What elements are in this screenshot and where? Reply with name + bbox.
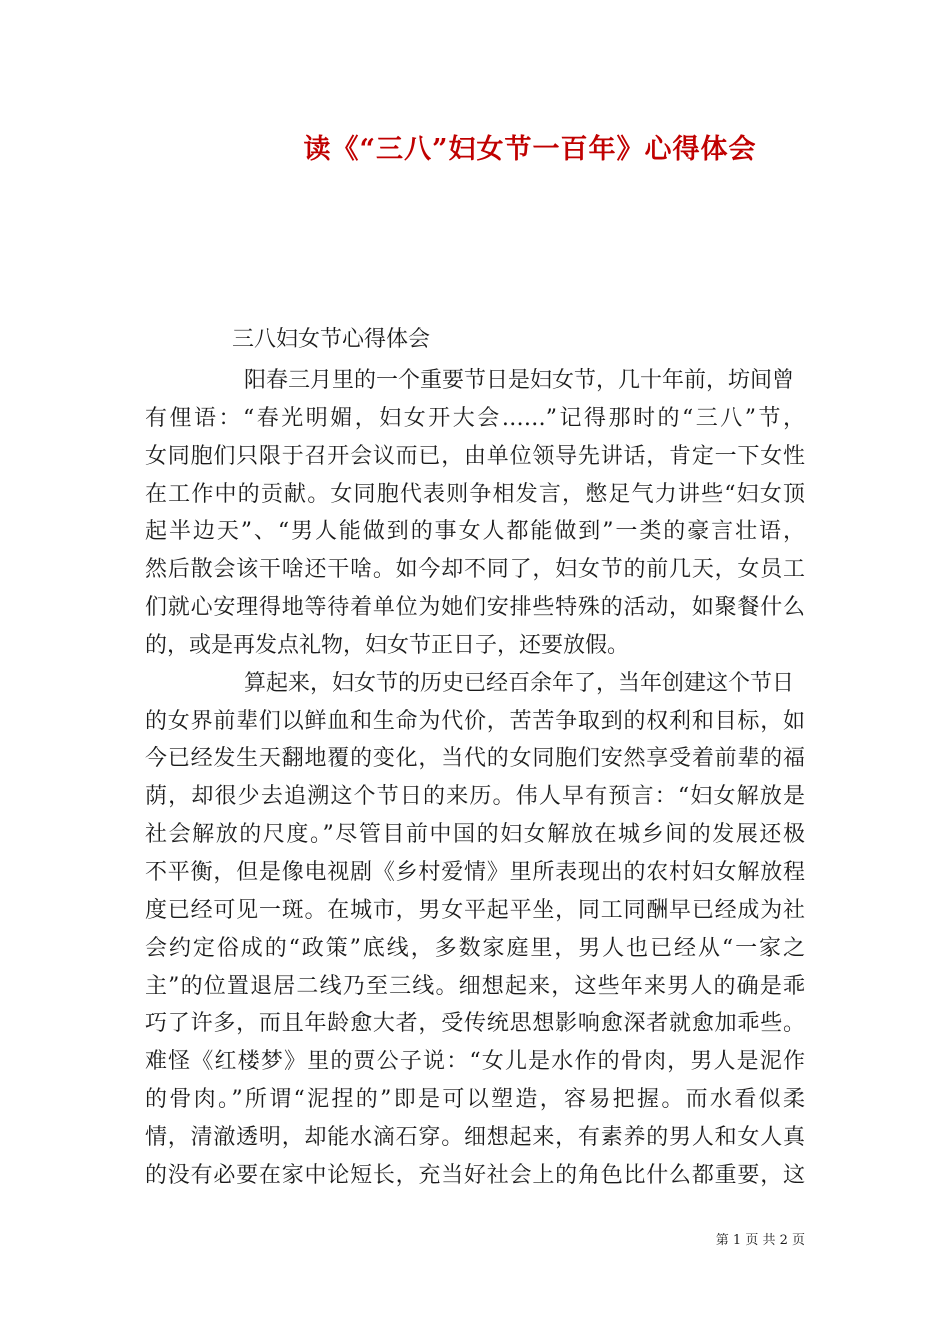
paragraph-2-line-9: 主”的位置退居二线乃至三线。细想起来，这些年来男人的确是乖 (145, 973, 805, 999)
paragraph-1-line-3: 女同胞们只限于召开会议而已，由单位领导先讲话，肯定一下女性 (145, 443, 805, 469)
paragraph-2-line-2: 的女界前辈们以鲜血和生命为代价，苦苦争取到的权利和目标，如 (145, 708, 805, 734)
page-number: 第 1 页 共 2 页 (715, 1233, 805, 1248)
document-title: 读《“三八”妇女节一百年》心得体会 (303, 134, 757, 165)
paragraph-1-line-7: 们就心安理得地等待着单位为她们安排些特殊的活动，如聚餐什么 (145, 595, 805, 621)
paragraph-1-line-4: 在工作中的贡献。女同胞代表则争相发言，憋足气力讲些“妇女顶 (145, 481, 805, 507)
paragraph-2-line-12: 的骨肉。”所谓“泥捏的”即是可以塑造，容易把握。而水看似柔 (145, 1087, 805, 1113)
paragraph-2-line-4: 荫，却很少去追溯这个节日的来历。伟人早有预言：“妇女解放是 (145, 784, 805, 810)
paragraph-2-line-11: 难怪《红楼梦》里的贾公子说：“女儿是水作的骨肉，男人是泥作 (145, 1049, 805, 1075)
paragraph-2-line-8: 会约定俗成的“政策”底线，多数家庭里，男人也已经从“一家之 (145, 935, 805, 961)
paragraph-2-line-3: 今已经发生天翻地覆的变化，当代的女同胞们安然享受着前辈的福 (145, 746, 805, 772)
paragraph-2-line-6: 不平衡，但是像电视剧《乡村爱情》里所表现出的农村妇女解放程 (145, 859, 805, 885)
paragraph-2-line-14: 的没有必要在家中论短长，充当好社会上的角色比什么都重要，这 (145, 1162, 805, 1188)
paragraph-2-line-7: 度已经可见一斑。在城市，男女平起平坐，同工同酬早已经成为社 (145, 897, 805, 923)
body-text (145, 362, 805, 1195)
paragraph-2-line-5: 社会解放的尺度。”尽管目前中国的妇女解放在城乡间的发展还极 (145, 822, 805, 848)
paragraph-2-line-10: 巧了许多，而且年龄愈大者，受传统思想影响愈深者就愈加乖些。 (145, 1011, 805, 1037)
paragraph-2-line-13: 情，清澈透明，却能水滴石穿。细想起来，有素养的男人和女人真 (145, 1124, 805, 1150)
paragraph-1-line-6: 然后散会该干啥还干啥。如今却不同了，妇女节的前几天，女员工 (145, 557, 805, 583)
section-heading: 三八妇女节心得体会 (232, 327, 431, 352)
paragraph-1-line-8: 的，或是再发点礼物，妇女节正日子，还要放假。 (145, 632, 630, 658)
paragraph-1-line-5: 起半边天”、“男人能做到的事女人都能做到”一类的豪言壮语， (145, 519, 805, 545)
paragraph-2-line-1: 算起来，妇女节的历史已经百余年了，当年创建这个节日 (244, 670, 795, 696)
paragraph-1-line-1: 阳春三月里的一个重要节日是妇女节，几十年前，坊间曾 (244, 368, 795, 393)
paragraph-1-line-2: 有俚语：“春光明媚，妇女开大会……”记得那时的“三八”节， (145, 405, 805, 431)
